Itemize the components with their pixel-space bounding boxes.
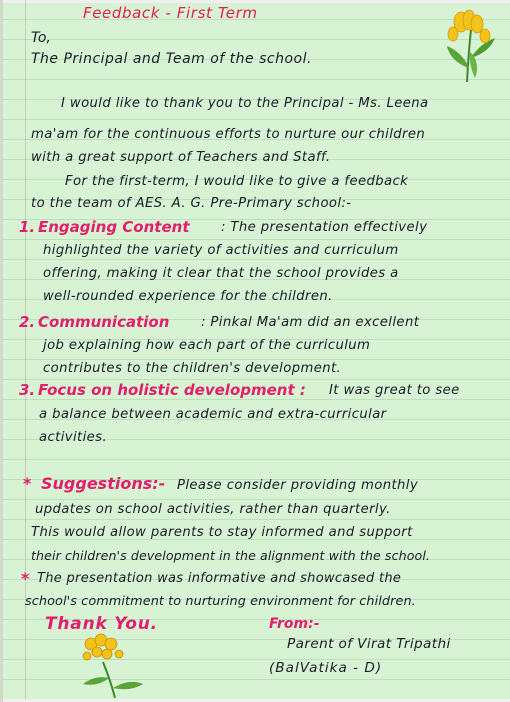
point-line: contributes to the children's development.	[43, 361, 342, 376]
closing-line: school's commitment to nurturing environment for children.	[25, 594, 416, 609]
suggestion-line: Please consider providing monthly	[177, 478, 419, 493]
intro-line: ma'am for the continuous efforts to nurture our children	[31, 127, 426, 142]
suggestion-line: This would allow parents to stay informed and support	[31, 525, 413, 540]
point-line: highlighted the variety of activities and curriculum	[43, 243, 399, 258]
thank-you-text: Thank You.	[45, 614, 158, 634]
intro-line: with a great support of Teachers and Staff.	[31, 150, 331, 165]
point-number: 3.	[19, 381, 36, 399]
point-line: offering, making it clear that the school provides a	[43, 266, 399, 281]
salutation: To,	[31, 30, 51, 46]
closing-line: The presentation was informative and showcased the	[37, 571, 402, 586]
point-heading: Engaging Content	[38, 218, 190, 236]
point-number: 2.	[19, 313, 36, 331]
suggestion-line: updates on school activities, rather than quarterly.	[35, 502, 391, 517]
page-title: Feedback - First Term	[83, 4, 258, 22]
point-line: : Pinkal Ma'am did an excellent	[201, 315, 420, 330]
point-heading: Focus on holistic development :	[38, 381, 306, 399]
point-line: well-rounded experience for the children.	[43, 289, 333, 304]
signature-line: Parent of Virat Tripathi	[287, 636, 451, 652]
point-line: job explaining how each part of the curriculum	[43, 338, 371, 353]
yellow-flower-illustration-bottom	[77, 632, 147, 700]
point-line: activities.	[39, 430, 108, 445]
intro-line: I would like to thank you to the Principal - Ms. Leena	[61, 96, 429, 111]
page-top-border	[3, 0, 510, 3]
point-line: a balance between academic and extra-curricular	[39, 407, 387, 422]
suggestions-heading: Suggestions:-	[41, 474, 166, 493]
closing-bullet: *	[21, 569, 30, 588]
point-heading: Communication	[38, 313, 170, 331]
point-number: 1.	[19, 218, 36, 236]
suggestions-bullet: *	[23, 474, 32, 493]
addressee-line: The Principal and Team of the school.	[31, 51, 312, 67]
intro-line: to the team of AES. A. G. Pre-Primary school:-	[31, 196, 352, 211]
point-line: It was great to see	[329, 383, 460, 398]
point-line: : The presentation effectively	[221, 220, 428, 235]
signature-line: (BalVatika - D)	[269, 660, 383, 676]
from-label: From:-	[269, 616, 320, 632]
intro-line: For the first-term, I would like to give a feedback	[65, 174, 409, 189]
tulip-flower-illustration-top	[439, 8, 501, 84]
suggestion-line: their children's development in the alignment with the school.	[31, 548, 431, 563]
